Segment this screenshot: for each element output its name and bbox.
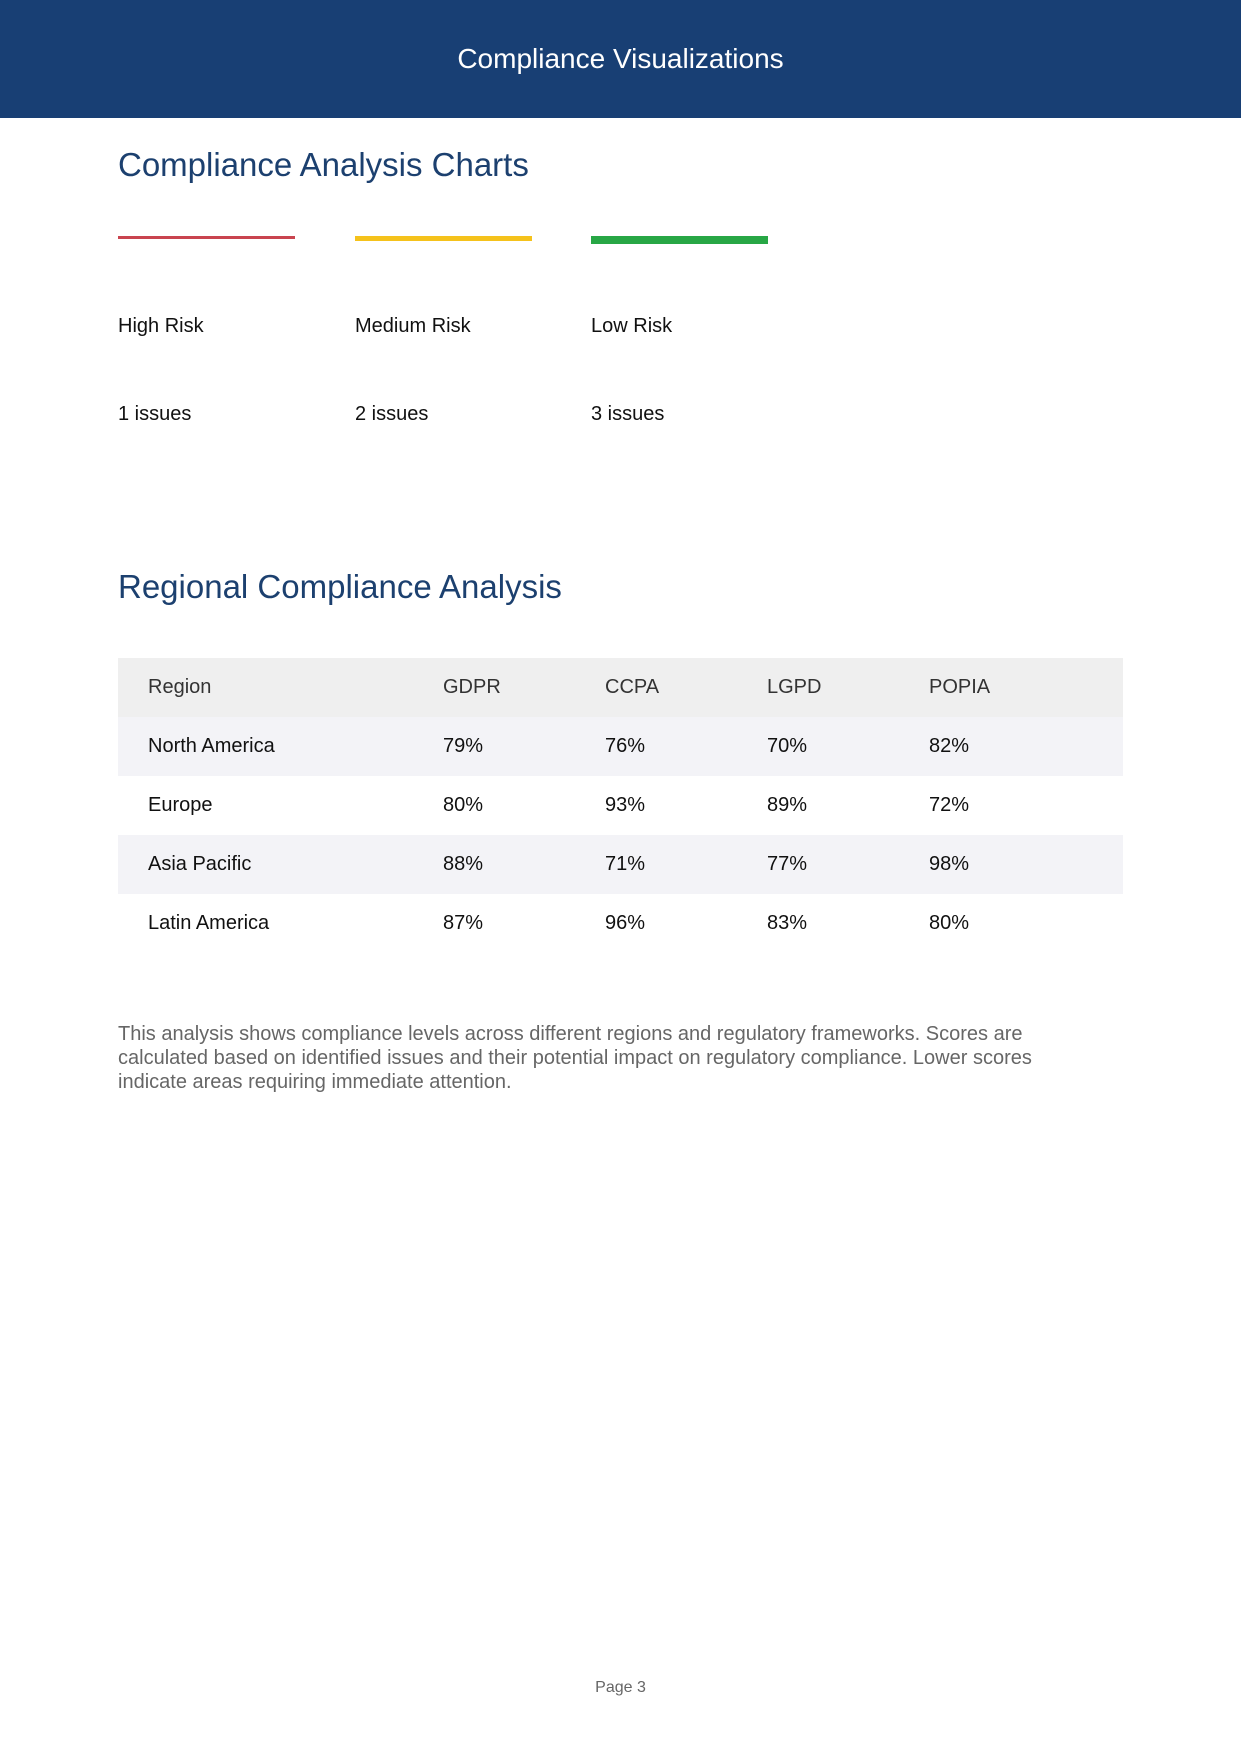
- table-row: [118, 835, 1123, 894]
- popia-cell: 72%: [929, 794, 970, 816]
- header-banner: [0, 0, 1241, 118]
- table-header-row: [118, 658, 1123, 717]
- ccpa-cell: 76%: [605, 735, 646, 757]
- gdpr-cell: 80%: [443, 794, 484, 816]
- risk-label-high: High Risk: [118, 315, 204, 337]
- table-row: [118, 776, 1123, 835]
- column-header-ccpa: CCPA: [605, 676, 660, 698]
- risk-section-title: Compliance Analysis Charts: [118, 146, 529, 183]
- page-title: Compliance Visualizations: [457, 43, 784, 74]
- region-cell: Europe: [148, 794, 213, 816]
- analysis-note: This analysis shows compliance levels across different regions and regulatory frameworks. Scores are calculated based on identified issues and their potential impact on regulatory compliance. Lower scores indicate areas requiring immediate attention.: [118, 1023, 1032, 1093]
- region-cell: Asia Pacific: [148, 853, 252, 875]
- gdpr-cell: 88%: [443, 853, 484, 875]
- region-cell: Latin America: [148, 912, 270, 934]
- risk-count-low: 3 issues: [591, 403, 665, 425]
- ccpa-cell: 71%: [605, 853, 646, 875]
- lgpd-cell: 89%: [767, 794, 808, 816]
- risk-bar-high: [118, 236, 295, 239]
- risk-label-medium: Medium Risk: [355, 315, 471, 337]
- table-row: [118, 894, 1123, 953]
- gdpr-cell: 87%: [443, 912, 484, 934]
- regional-compliance-table: [118, 658, 1123, 953]
- risk-count-medium: 2 issues: [355, 403, 429, 425]
- table-row: [118, 717, 1123, 776]
- column-header-lgpd: LGPD: [767, 676, 822, 698]
- page-number: Page 3: [595, 1679, 646, 1696]
- lgpd-cell: 77%: [767, 853, 808, 875]
- ccpa-cell: 93%: [605, 794, 646, 816]
- regional-section-title: Regional Compliance Analysis: [118, 568, 562, 605]
- popia-cell: 80%: [929, 912, 970, 934]
- risk-bar-medium: [355, 236, 532, 241]
- column-header-region: Region: [148, 676, 212, 698]
- risk-bar-low: [591, 236, 768, 244]
- risk-count-high: 1 issues: [118, 403, 192, 425]
- popia-cell: 98%: [929, 853, 970, 875]
- risk-label-low: Low Risk: [591, 315, 673, 337]
- popia-cell: 82%: [929, 735, 970, 757]
- column-header-popia: POPIA: [929, 676, 991, 698]
- ccpa-cell: 96%: [605, 912, 646, 934]
- column-header-gdpr: GDPR: [443, 676, 501, 698]
- gdpr-cell: 79%: [443, 735, 484, 757]
- lgpd-cell: 70%: [767, 735, 808, 757]
- lgpd-cell: 83%: [767, 912, 808, 934]
- region-cell: North America: [148, 735, 275, 757]
